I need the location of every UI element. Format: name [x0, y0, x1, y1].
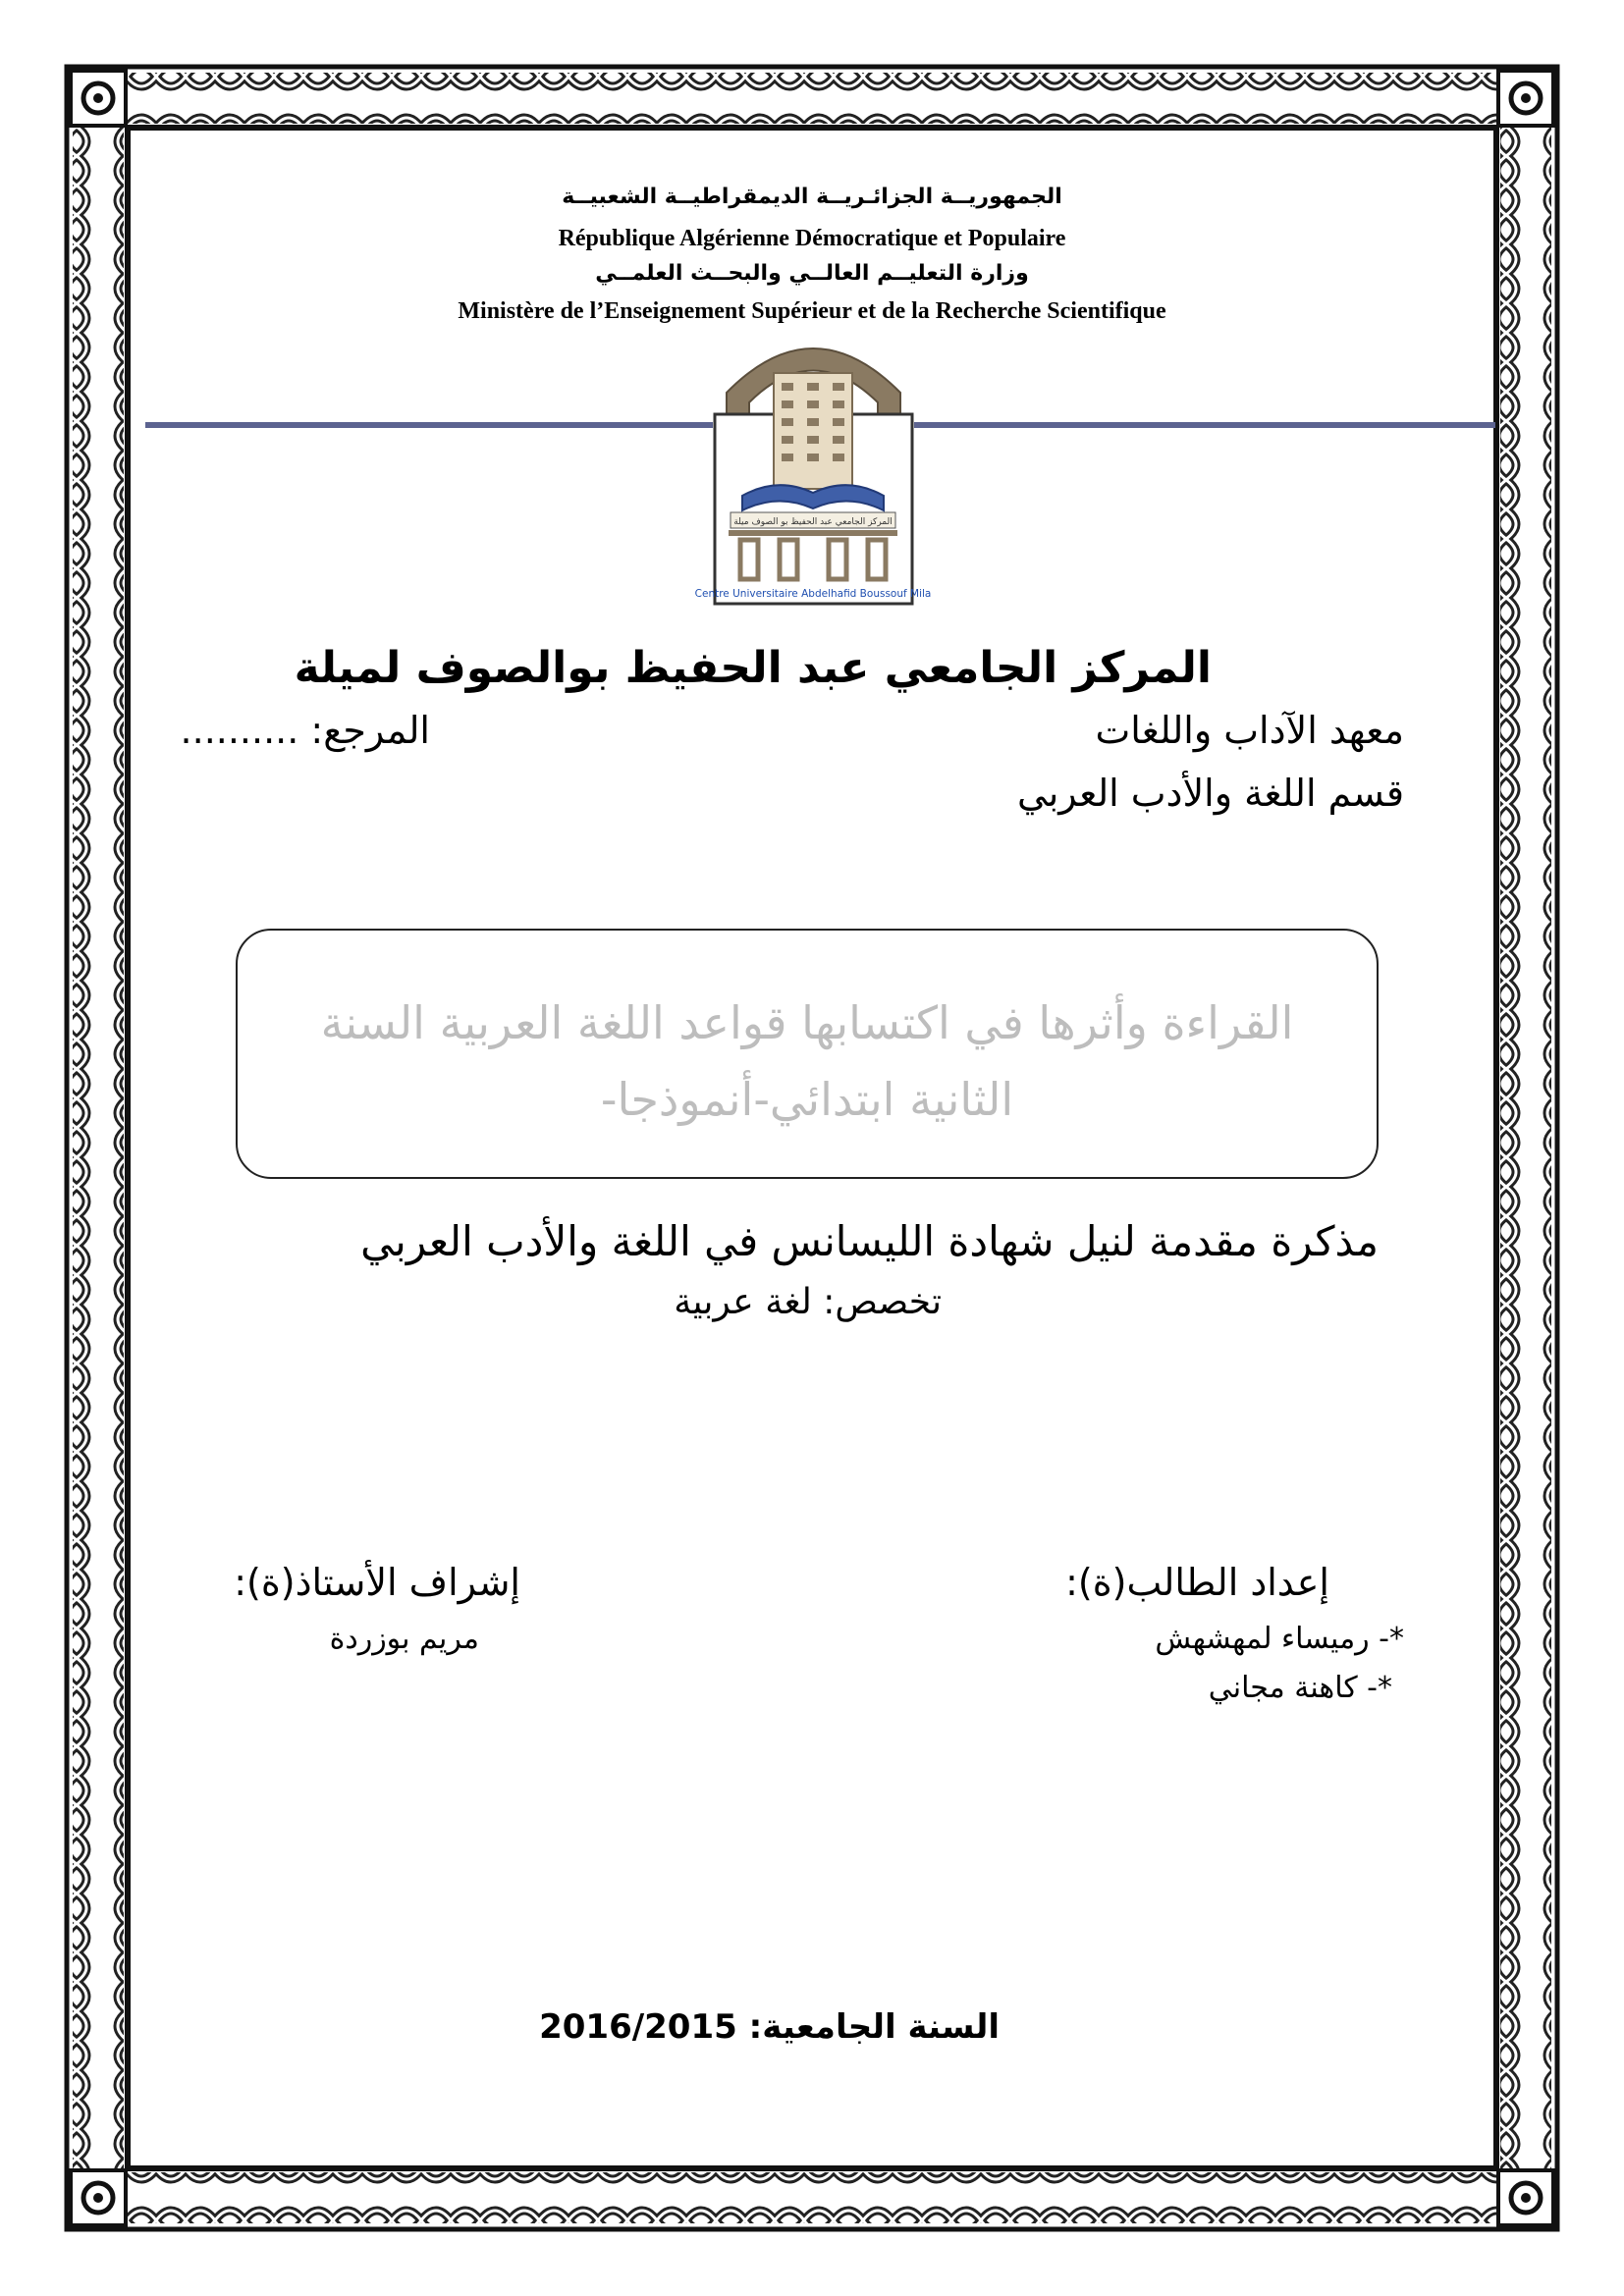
header-rule-right: [914, 422, 1495, 428]
department-name: قسم اللغة والأدب العربي: [1017, 772, 1404, 815]
thesis-title-box: [236, 929, 1379, 1179]
thesis-title-line-2: الثانية ابتدائي-أنموذجا-: [600, 1073, 1014, 1126]
republic-arabic: الجمهوريــة الجزائـريــة الديمقراطيــة الشعبيــة: [562, 185, 1062, 209]
reference-field: المرجع: ..........: [180, 709, 430, 752]
thesis-title-line-1: القراءة وأثرها في اكتسابها قواعد اللغة العربية السنة: [320, 996, 1294, 1049]
header-rule-left: [145, 422, 713, 428]
university-logo: [694, 324, 932, 606]
supervisor-label: إشراف الأستاذ(ة):: [234, 1561, 520, 1604]
institution-name: المركز الجامعي عبد الحفيظ بوالصوف لميلة: [294, 643, 1212, 693]
degree-statement: مذكرة مقدمة لنيل شهادة الليسانس في اللغة والأدب العربي: [360, 1217, 1379, 1265]
students-label: إعداد الطالب(ة):: [1065, 1561, 1329, 1604]
logo-banner-text: المركز الجامعي عبد الحفيظ بو الصوف ميلة: [733, 517, 893, 527]
student-name-2: *- كاهنة مجاني: [1208, 1671, 1392, 1705]
student-name-1: *- رميساء لمهشهش: [1155, 1622, 1404, 1656]
supervisor-name: مريم بوزردة: [329, 1622, 479, 1656]
specialty: تخصص: لغة عربية: [674, 1282, 942, 1322]
ministry-arabic: وزارة التعليــم العالــي والبحــث العلمــي: [595, 261, 1029, 286]
ministry-french: Ministère de l’Enseignement Supérieur et de la Recherche Scientifique: [458, 298, 1166, 324]
logo-caption: Centre Universitaire Abdelhafid Boussouf Mila: [694, 588, 932, 600]
republic-french: République Algérienne Démocratique et Populaire: [558, 226, 1066, 251]
institute-name: معهد الآداب واللغات: [1095, 709, 1404, 752]
academic-year: السنة الجامعية: 2016/2015: [539, 2007, 1000, 2047]
